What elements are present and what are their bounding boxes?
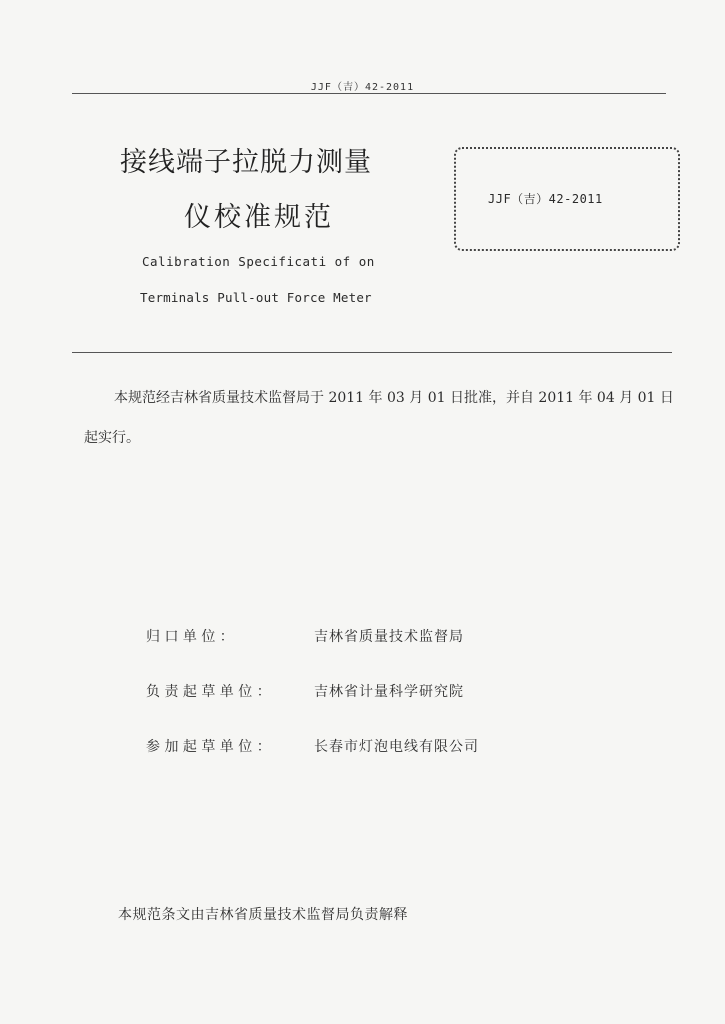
- approval-statement: 本规范经吉林省质量技术监督局于 2011 年 03 月 01 日批准，并自 2011 年 04 月 01 日起实行。: [84, 390, 674, 446]
- header-rule: [72, 93, 666, 94]
- section-rule: [72, 352, 672, 353]
- org-row-participating-unit: [146, 736, 479, 756]
- title-english-line-1: Calibration Specificati of on: [142, 254, 375, 269]
- org-value: 吉林省计量科学研究院: [314, 684, 464, 700]
- org-row-drafting-unit: [146, 681, 464, 701]
- org-value: 长春市灯泡电线有限公司: [314, 739, 479, 755]
- running-header: JJF（吉）42-2011: [310, 82, 415, 93]
- org-value: 吉林省质量技术监督局: [314, 629, 464, 645]
- org-row-centralized-unit: [146, 626, 464, 646]
- org-label: 归 口 单 位 ：: [146, 629, 234, 645]
- standard-code: JJF（吉）42-2011: [488, 192, 603, 206]
- title-chinese-line-1: 接线端子拉脱力测量: [120, 147, 372, 178]
- interpretation-note: 本规范条文由吉林省质量技术监督局负责解释: [118, 907, 408, 923]
- title-english-line-2: Terminals Pull-out Force Meter: [140, 290, 372, 305]
- org-label: 负 责 起 草 单 位 ：: [146, 684, 271, 700]
- org-label: 参 加 起 草 单 位 ：: [146, 739, 271, 755]
- title-chinese-line-2: 仪校准规范: [184, 202, 334, 233]
